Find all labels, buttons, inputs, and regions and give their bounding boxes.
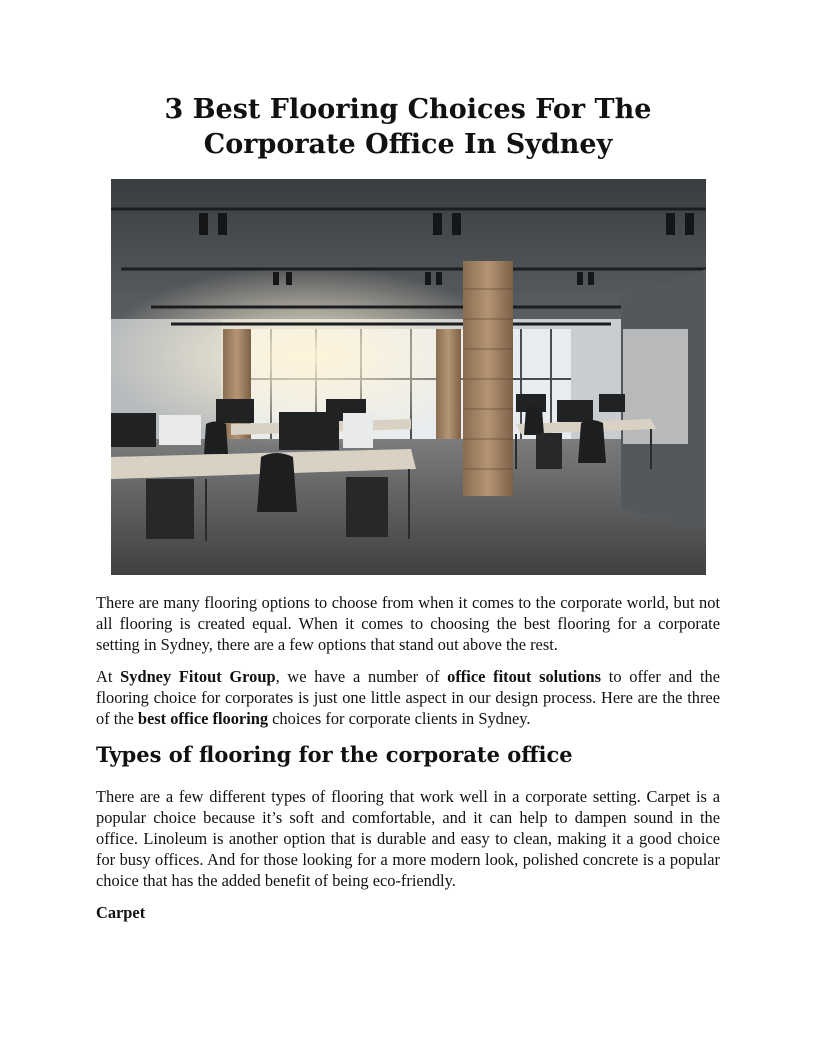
subheading-carpet: Carpet (96, 903, 146, 922)
page-title: 3 Best Flooring Choices For The Corporate Office In Sydney (164, 94, 652, 160)
solutions-phrase: office fitout solutions (447, 667, 602, 686)
text-segment: , we have a number of (275, 667, 448, 686)
flooring-types-paragraph: There are a few different types of flooring that work well in a corporate setting. Carpet is a popular choice because it’s soft and comfortable, and it can help to dampen sound in the office. Linoleum is another option that is durable and easy to clean, making it a good choice for busy offices. And for those looking for a more modern look, polished concrete is a popular choice that has the added benefit of being eco-friendly. (96, 787, 720, 890)
company-name: Sydney Fitout Group (120, 667, 276, 686)
text-segment: to offer and the flooring choice for corporates is just one little aspect in our design process. Here are the three of the (96, 667, 720, 728)
best-flooring-phrase: best office flooring (137, 709, 269, 728)
text-segment: choices for corporate clients in Sydney. (268, 709, 531, 728)
section-heading: Types of flooring for the corporate office (96, 742, 573, 767)
office-photo (111, 179, 706, 575)
company-paragraph (96, 666, 720, 729)
text-segment: At (96, 667, 121, 686)
intro-paragraph: There are many flooring options to choose from when it comes to the corporate world, but not all flooring is created equal. When it comes to choosing the best flooring for a corporate setting in Sydney, there are a few options that stand out above the rest. (96, 593, 720, 654)
